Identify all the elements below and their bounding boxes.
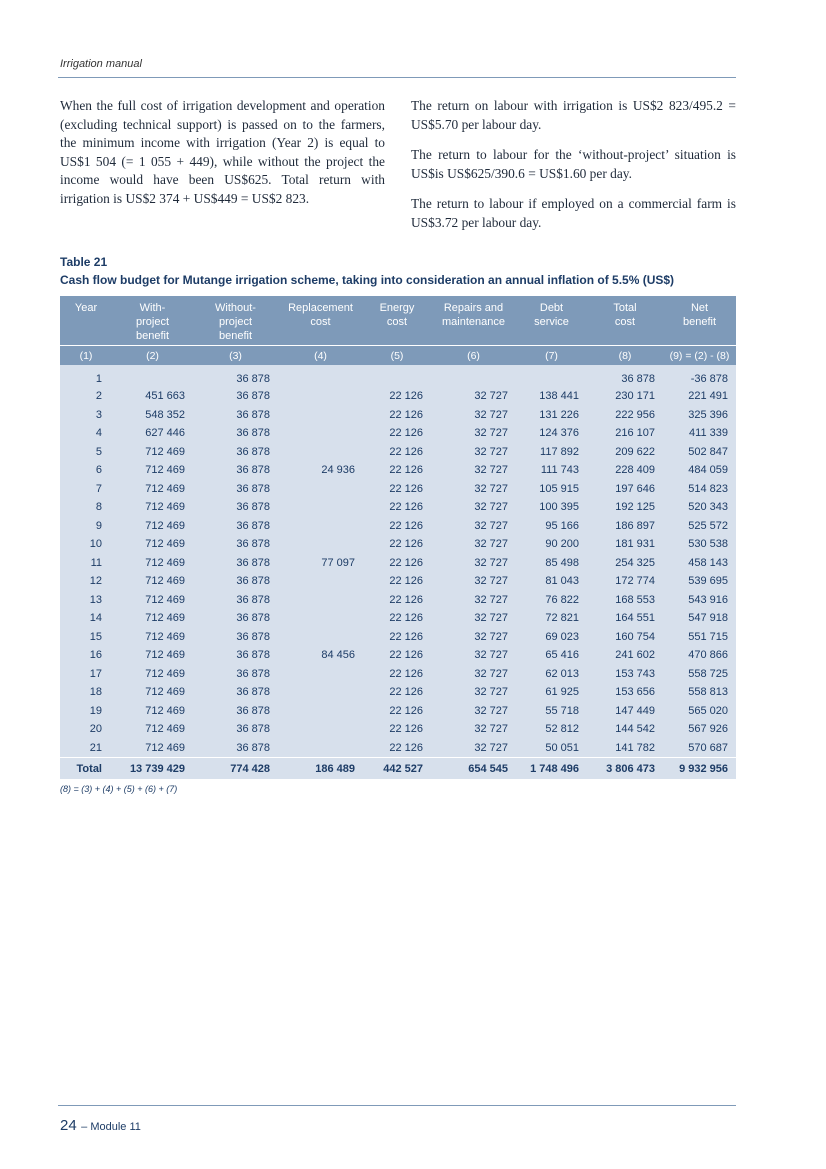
table-cell — [278, 609, 363, 628]
table-cell: 13 — [60, 591, 112, 610]
table-cell: 712 469 — [112, 628, 193, 647]
column-header-line: benefit — [135, 330, 170, 342]
column-header-line: cost — [310, 316, 331, 328]
table-cell: 55 718 — [516, 702, 587, 721]
table-cell: 197 646 — [587, 480, 663, 499]
table-cell: 32 727 — [431, 498, 516, 517]
table-cell — [278, 406, 363, 425]
page-footer — [60, 1117, 141, 1135]
table-cell: 36 878 — [193, 609, 278, 628]
table-cell: 539 695 — [663, 572, 736, 591]
column-header-line: Total — [613, 302, 637, 314]
table-cell: 32 727 — [431, 702, 516, 721]
table-cell: 2 — [60, 387, 112, 406]
table-cell: 712 469 — [112, 646, 193, 665]
column-header-line: cost — [614, 316, 636, 328]
table-cell: 22 126 — [363, 517, 431, 536]
column-number: (5) — [363, 346, 431, 366]
table-cell: 15 — [60, 628, 112, 647]
table-cell: 153 743 — [587, 665, 663, 684]
table-cell: 90 200 — [516, 535, 587, 554]
table-cell: 32 727 — [431, 609, 516, 628]
table-cell: 325 396 — [663, 406, 736, 425]
table-cell — [278, 365, 363, 387]
body-paragraph: The return to labour if employed on a commercial farm is US$3.72 per labour day. — [411, 196, 736, 230]
footer-rule — [58, 1105, 736, 1106]
table-row — [60, 739, 736, 758]
table-cell: 138 441 — [516, 387, 587, 406]
table-cell: 160 754 — [587, 628, 663, 647]
table-row — [60, 665, 736, 684]
column-number: (6) — [431, 346, 516, 366]
table-cell: 144 542 — [587, 720, 663, 739]
column-header — [60, 296, 112, 346]
table-cell: 36 878 — [193, 517, 278, 536]
table-cell — [278, 424, 363, 443]
table-cell: 81 043 — [516, 572, 587, 591]
table-body — [60, 365, 736, 779]
table-cell: 32 727 — [431, 683, 516, 702]
table-cell: 16 — [60, 646, 112, 665]
column-number: (9) = (2) - (8) — [663, 346, 736, 366]
column-header-line: service — [534, 316, 569, 328]
table-cell: 712 469 — [112, 683, 193, 702]
total-cell: Total — [60, 758, 112, 780]
table-cell: 131 226 — [516, 406, 587, 425]
table-cell: 84 456 — [278, 646, 363, 665]
table-cell: 32 727 — [431, 535, 516, 554]
total-cell: 1 748 496 — [516, 758, 587, 780]
table-cell: 241 602 — [587, 646, 663, 665]
total-cell: 442 527 — [363, 758, 431, 780]
table-cell: 4 — [60, 424, 112, 443]
table-cell: 712 469 — [112, 461, 193, 480]
table-cell: 6 — [60, 461, 112, 480]
column-number: (4) — [278, 346, 363, 366]
table-cell: 543 916 — [663, 591, 736, 610]
table-header-row — [60, 296, 736, 346]
table-cell: 567 926 — [663, 720, 736, 739]
table-cell: 36 878 — [193, 665, 278, 684]
table-cell: 36 878 — [193, 461, 278, 480]
table-cell: 85 498 — [516, 554, 587, 573]
table-cell: 558 813 — [663, 683, 736, 702]
column-header — [663, 296, 736, 346]
body-right-column — [411, 97, 736, 244]
table-cell: 22 126 — [363, 609, 431, 628]
table-row — [60, 517, 736, 536]
table-cell: 32 727 — [431, 480, 516, 499]
table-cell — [278, 572, 363, 591]
table-cell: 69 023 — [516, 628, 587, 647]
table-cell: 22 126 — [363, 480, 431, 499]
table-cell: 514 823 — [663, 480, 736, 499]
table-cell: 11 — [60, 554, 112, 573]
table-cell: 65 416 — [516, 646, 587, 665]
table-row — [60, 720, 736, 739]
table-cell: 209 622 — [587, 443, 663, 462]
table-cell: 105 915 — [516, 480, 587, 499]
table-row — [60, 443, 736, 462]
table-cell: 36 878 — [193, 424, 278, 443]
table-cell: 712 469 — [112, 665, 193, 684]
table-cell — [278, 443, 363, 462]
table-cell: 22 126 — [363, 720, 431, 739]
table-cell: 36 878 — [193, 443, 278, 462]
table-cell: 22 126 — [363, 683, 431, 702]
table-cell: 76 822 — [516, 591, 587, 610]
table-cell: -36 878 — [663, 365, 736, 387]
table-row — [60, 554, 736, 573]
column-header-line: maintenance — [442, 316, 505, 328]
column-header-line: With- — [139, 302, 166, 314]
table-cell: 712 469 — [112, 517, 193, 536]
column-header — [431, 296, 516, 346]
table-cell: 712 469 — [112, 702, 193, 721]
table-cell: 451 663 — [112, 387, 193, 406]
table-cell: 558 725 — [663, 665, 736, 684]
table-cell: 458 143 — [663, 554, 736, 573]
table-cell — [363, 365, 431, 387]
header-rule — [58, 77, 736, 78]
total-cell: 774 428 — [193, 758, 278, 780]
table-cell — [112, 365, 193, 387]
total-cell: 13 739 429 — [112, 758, 193, 780]
column-number: (7) — [516, 346, 587, 366]
table-row — [60, 424, 736, 443]
table-label: Table 21 — [60, 255, 108, 269]
column-number: (1) — [60, 346, 112, 366]
table-cell: 61 925 — [516, 683, 587, 702]
table-cell: 181 931 — [587, 535, 663, 554]
table-cell: 100 395 — [516, 498, 587, 517]
table-cell: 52 812 — [516, 720, 587, 739]
table-cell: 36 878 — [193, 739, 278, 758]
column-header — [278, 296, 363, 346]
total-cell: 186 489 — [278, 758, 363, 780]
column-header-line: Debt — [539, 302, 564, 314]
table-cell: 32 727 — [431, 461, 516, 480]
column-header-line: Without- — [215, 302, 256, 314]
table-cell: 168 553 — [587, 591, 663, 610]
table-cell: 36 878 — [193, 720, 278, 739]
table-cell — [278, 628, 363, 647]
table-cell: 32 727 — [431, 628, 516, 647]
table-cell: 186 897 — [587, 517, 663, 536]
table-cell: 17 — [60, 665, 112, 684]
table-cell: 712 469 — [112, 591, 193, 610]
table-cell: 32 727 — [431, 406, 516, 425]
table-cell: 22 126 — [363, 739, 431, 758]
table-cell: 19 — [60, 702, 112, 721]
table-cell: 36 878 — [193, 365, 278, 387]
table-cell: 470 866 — [663, 646, 736, 665]
page-number: 24 — [60, 1117, 77, 1134]
column-number: (2) — [112, 346, 193, 366]
column-header-line: project — [218, 316, 253, 328]
table-row — [60, 406, 736, 425]
column-header-line: Replacement — [288, 302, 353, 314]
column-header-line: Energy — [379, 302, 415, 314]
column-number-row — [60, 346, 736, 366]
table-cell: 712 469 — [112, 739, 193, 758]
body-paragraph: The return on labour with irrigation is US$2 823/495.2 = US$5.70 per labour day. — [411, 98, 736, 132]
table-row — [60, 683, 736, 702]
table-cell: 712 469 — [112, 535, 193, 554]
table-row — [60, 480, 736, 499]
table-cell: 7 — [60, 480, 112, 499]
cash-flow-table — [60, 296, 736, 779]
body-paragraph: The return to labour for the ‘without-project’ situation is US$is US$625/390.6 = US$1.60 per day. — [411, 147, 736, 181]
table-cell: 36 878 — [193, 554, 278, 573]
column-header-line: benefit — [682, 316, 717, 328]
table-cell — [278, 683, 363, 702]
table-cell: 36 878 — [193, 387, 278, 406]
table-cell: 570 687 — [663, 739, 736, 758]
table-cell: 117 892 — [516, 443, 587, 462]
table-row — [60, 365, 736, 387]
table-cell: 32 727 — [431, 739, 516, 758]
table-cell: 32 727 — [431, 646, 516, 665]
running-header: Irrigation manual — [60, 58, 142, 70]
table-cell: 565 020 — [663, 702, 736, 721]
table-cell: 32 727 — [431, 424, 516, 443]
table-cell: 627 446 — [112, 424, 193, 443]
table-cell: 147 449 — [587, 702, 663, 721]
table-cell: 172 774 — [587, 572, 663, 591]
table-cell: 22 126 — [363, 702, 431, 721]
table-cell: 62 013 — [516, 665, 587, 684]
table-cell — [278, 517, 363, 536]
table-cell: 22 126 — [363, 554, 431, 573]
table-cell: 32 727 — [431, 387, 516, 406]
table-cell: 36 878 — [193, 535, 278, 554]
table-cell: 551 715 — [663, 628, 736, 647]
table-cell: 12 — [60, 572, 112, 591]
table-cell: 22 126 — [363, 572, 431, 591]
column-header-line: project — [135, 316, 170, 328]
table-cell — [278, 591, 363, 610]
table-cell — [278, 702, 363, 721]
column-header-line: cost — [386, 316, 408, 328]
table-row — [60, 628, 736, 647]
table-cell: 32 727 — [431, 443, 516, 462]
table-cell: 32 727 — [431, 572, 516, 591]
table-cell: 10 — [60, 535, 112, 554]
table-cell: 22 126 — [363, 628, 431, 647]
table-cell: 141 782 — [587, 739, 663, 758]
table-cell: 24 936 — [278, 461, 363, 480]
table-cell: 21 — [60, 739, 112, 758]
column-header — [516, 296, 587, 346]
table-cell: 36 878 — [193, 591, 278, 610]
column-header — [587, 296, 663, 346]
table-cell: 9 — [60, 517, 112, 536]
table-row — [60, 461, 736, 480]
table-cell: 36 878 — [193, 646, 278, 665]
table-cell: 3 — [60, 406, 112, 425]
table-cell: 525 572 — [663, 517, 736, 536]
table-caption: Cash flow budget for Mutange irrigation scheme, taking into consideration an annual inflation of 5.5% (US$) — [60, 273, 675, 287]
table-cell: 36 878 — [193, 498, 278, 517]
column-number: (3) — [193, 346, 278, 366]
body-left-column — [60, 97, 385, 220]
table-cell: 22 126 — [363, 406, 431, 425]
table-cell — [278, 480, 363, 499]
table-cell: 712 469 — [112, 609, 193, 628]
table-cell: 228 409 — [587, 461, 663, 480]
table-cell — [278, 739, 363, 758]
table-row — [60, 572, 736, 591]
table-cell: 36 878 — [193, 628, 278, 647]
table-cell — [278, 498, 363, 517]
table-cell: 32 727 — [431, 517, 516, 536]
table-cell: 1 — [60, 365, 112, 387]
column-header — [363, 296, 431, 346]
table-cell: 712 469 — [112, 572, 193, 591]
column-header-line: Year — [74, 302, 98, 314]
total-cell: 654 545 — [431, 758, 516, 780]
table-cell: 164 551 — [587, 609, 663, 628]
table-cell: 712 469 — [112, 443, 193, 462]
table-cell: 547 918 — [663, 609, 736, 628]
table-cell: 222 956 — [587, 406, 663, 425]
table-cell: 32 727 — [431, 665, 516, 684]
table-cell: 95 166 — [516, 517, 587, 536]
table-total-row — [60, 758, 736, 780]
table-cell: 22 126 — [363, 443, 431, 462]
table-cell: 36 878 — [193, 406, 278, 425]
table-cell: 411 339 — [663, 424, 736, 443]
table-cell: 5 — [60, 443, 112, 462]
table-cell: 36 878 — [193, 480, 278, 499]
table-cell: 530 538 — [663, 535, 736, 554]
table-cell: 22 126 — [363, 387, 431, 406]
table-cell: 712 469 — [112, 498, 193, 517]
table-cell: 22 126 — [363, 461, 431, 480]
column-header-line: Net — [690, 302, 709, 314]
table-cell: 22 126 — [363, 646, 431, 665]
module-label: – Module 11 — [81, 1121, 141, 1133]
total-cell: 3 806 473 — [587, 758, 663, 780]
table-cell: 32 727 — [431, 720, 516, 739]
table-cell: 712 469 — [112, 480, 193, 499]
table-row — [60, 387, 736, 406]
table-row — [60, 702, 736, 721]
table-cell: 153 656 — [587, 683, 663, 702]
table-cell: 124 376 — [516, 424, 587, 443]
table-cell: 111 743 — [516, 461, 587, 480]
table-cell: 192 125 — [587, 498, 663, 517]
table-cell: 712 469 — [112, 720, 193, 739]
table-cell: 548 352 — [112, 406, 193, 425]
table-cell: 22 126 — [363, 665, 431, 684]
table-cell: 36 878 — [587, 365, 663, 387]
table-cell: 484 059 — [663, 461, 736, 480]
table-cell: 8 — [60, 498, 112, 517]
column-number: (8) — [587, 346, 663, 366]
table-cell: 712 469 — [112, 554, 193, 573]
table-cell: 18 — [60, 683, 112, 702]
table-footnote: (8) = (3) + (4) + (5) + (6) + (7) — [60, 784, 178, 794]
body-paragraph: When the full cost of irrigation development and operation (excluding technical support) is passed on to the farmers, the minimum income with irrigation (Year 2) is equal to US$1 504 (= 1 055 + 449), while without the project the income would have been US$625. Total return with irrigation is US$2 374 + US$449 = US$2 823. — [60, 98, 385, 206]
table-cell: 50 051 — [516, 739, 587, 758]
table-cell: 72 821 — [516, 609, 587, 628]
table-row — [60, 498, 736, 517]
table-cell: 14 — [60, 609, 112, 628]
table-cell: 230 171 — [587, 387, 663, 406]
table-cell: 254 325 — [587, 554, 663, 573]
table-row — [60, 591, 736, 610]
table-cell: 22 126 — [363, 424, 431, 443]
table-cell: 502 847 — [663, 443, 736, 462]
table-cell: 22 126 — [363, 498, 431, 517]
table-cell: 20 — [60, 720, 112, 739]
table-cell: 520 343 — [663, 498, 736, 517]
table-cell — [278, 720, 363, 739]
table-cell: 77 097 — [278, 554, 363, 573]
table-row — [60, 646, 736, 665]
table-cell: 36 878 — [193, 572, 278, 591]
table-cell: 216 107 — [587, 424, 663, 443]
table-cell: 32 727 — [431, 554, 516, 573]
table-cell: 36 878 — [193, 683, 278, 702]
table-cell — [431, 365, 516, 387]
table-cell — [278, 387, 363, 406]
table-cell — [278, 535, 363, 554]
total-cell: 9 932 956 — [663, 758, 736, 780]
table-cell: 221 491 — [663, 387, 736, 406]
column-header-line: Repairs and — [443, 302, 504, 314]
column-header — [193, 296, 278, 346]
table-cell: 36 878 — [193, 702, 278, 721]
table-row — [60, 535, 736, 554]
table-cell: 22 126 — [363, 591, 431, 610]
column-header — [112, 296, 193, 346]
table-cell: 22 126 — [363, 535, 431, 554]
table-cell — [278, 665, 363, 684]
table-row — [60, 609, 736, 628]
table-cell: 32 727 — [431, 591, 516, 610]
column-header-line: benefit — [218, 330, 253, 342]
table-cell — [516, 365, 587, 387]
